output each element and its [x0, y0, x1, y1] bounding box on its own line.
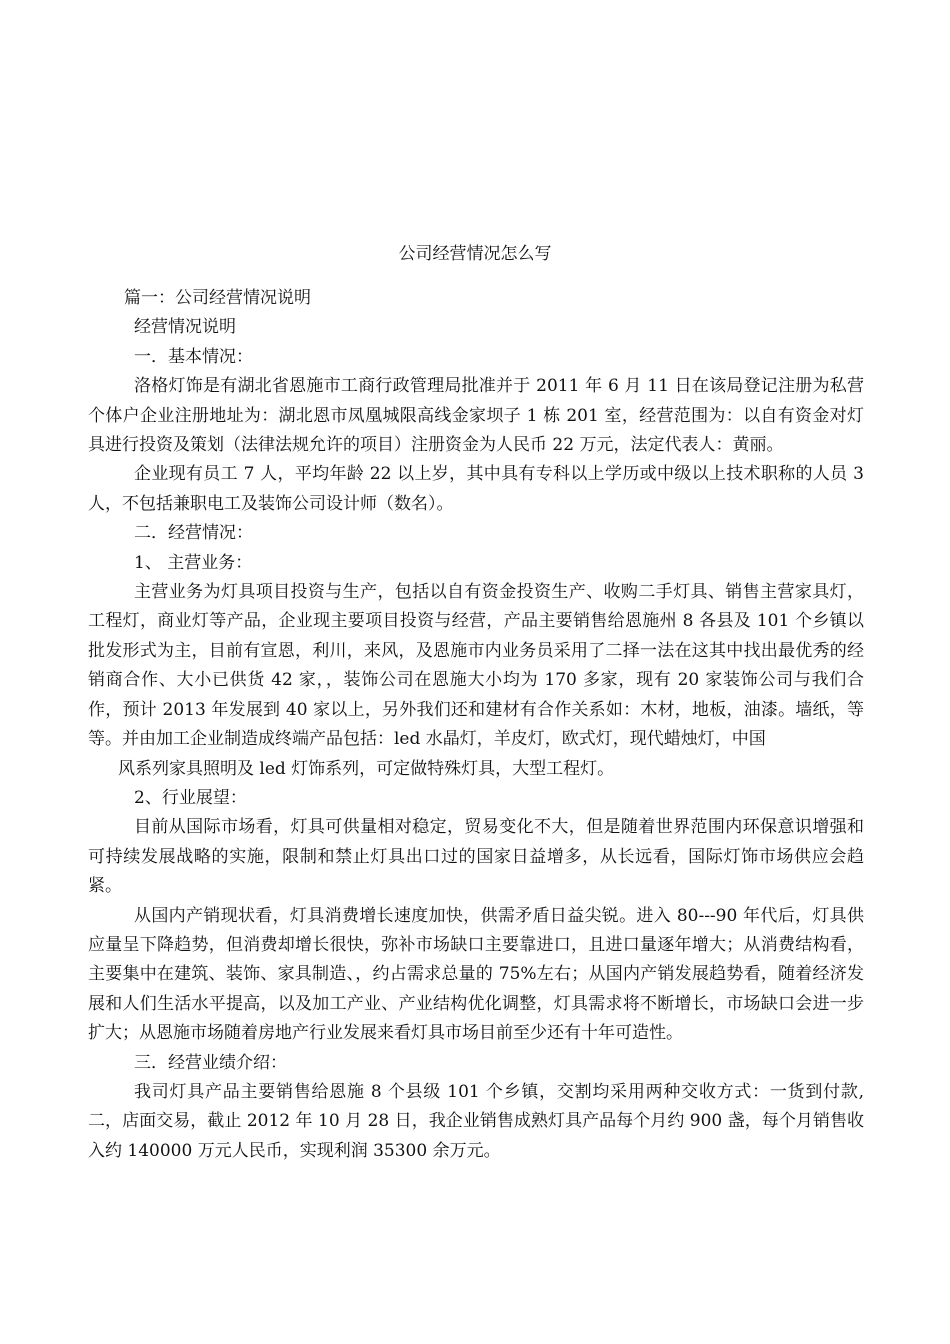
body-paragraph: 企业现有员工 7 人，平均年龄 22 以上岁，其中具有专科以上学历或中级以上技术职称的人员 3 人，不包括兼职电工及装饰公司设计师（数名）。: [88, 464, 864, 514]
body-paragraph: 我司灯具产品主要销售给恩施 8 个县级 101 个乡镇，交割均采用两种交收方式：一货到付款,二，店面交易，截止 2012 年 10 月 28 日，我企业销售成熟灯具产品每个月约 900 盏，每个月销售收入约 140000 万元人民币，实现利润 35300 余万元。: [88, 1081, 864, 1161]
subsection-heading: 二．经营情况：: [134, 523, 253, 544]
subsection-heading: 2、行业展望：: [134, 787, 247, 808]
document-body: [88, 284, 864, 1166]
document-title: 公司经营情况怎么写: [398, 244, 552, 264]
body-paragraph: 主营业务为灯具项目投资与生产，包括以自有资金投资生产、收购二手灯具、销售主营家具灯，工程灯，商业灯等产品，企业现主要项目投资与经营，产品主要销售给恩施州 8 各县及 101 个乡镇以批发形式为主，目前有宣恩，利川，来风，及恩施市内业务员采用了二择一法在这其中找出最优秀的经销商合作、大小已供货 42 家，，装饰公司在恩施大小均为 170 多家，现有 20 家装饰公司与我们合作，预计 2013 年发展到 40 家以上，另外我们还和建材有合作关系如：木材，地板，油漆。墙纸，等等。并由加工企业制造成终端产品包括：led 水晶灯，羊皮灯，欧式灯，现代蜡烛灯，中国: [88, 582, 864, 750]
subsection-heading: 三．经营业绩介绍：: [134, 1052, 287, 1073]
subsection-heading: 1、 主营业务：: [134, 552, 253, 573]
section-heading: 篇一：公司经营情况说明: [124, 288, 311, 308]
body-paragraph: 从国内产销现状看，灯具消费增长速度加快，供需矛盾日益尖锐。进入 80---90 年代后，灯具供应量呈下降趋势，但消费却增长很快，弥补市场缺口主要靠进口，且进口量逐年增大；从消费结构看，主要集中在建筑、装饰、家具制造、，约占需求总量的 75%左右；从国内产销发展趋势看，随着经济发展和人们生活水平提高，以及加工产业、产业结构优化调整，灯具需求将不断增长，市场缺口会进一步扩大；从恩施市场随着房地产行业发展来看灯具市场目前至少还有十年可造性。: [88, 905, 864, 1044]
continuation-line: 风系列家具照明及 led 灯饰系列，可定做特殊灯具，大型工程灯。: [118, 758, 615, 779]
subsection-heading: 经营情况说明: [134, 317, 236, 338]
subsection-heading: 一．基本情况：: [134, 346, 253, 367]
body-paragraph: 目前从国际市场看，灯具可供量相对稳定，贸易变化不大，但是随着世界范围内环保意识增强和可持续发展战略的实施，限制和禁止灯具出口过的国家日益增多，从长远看，国际灯饰市场供应会趋紧。: [88, 817, 864, 897]
body-paragraph: 洛格灯饰是有湖北省恩施市工商行政管理局批准并于 2011 年 6 月 11 日在该局登记注册为私营个体户企业注册地址为：湖北恩市凤凰城限高线金家坝子 1 栋 201 室，经营范围为：以自有资金对灯具进行投资及策划（法律法规允许的项目）注册资金为人民币 22 万元，法定代表人：黄丽。: [88, 376, 864, 456]
